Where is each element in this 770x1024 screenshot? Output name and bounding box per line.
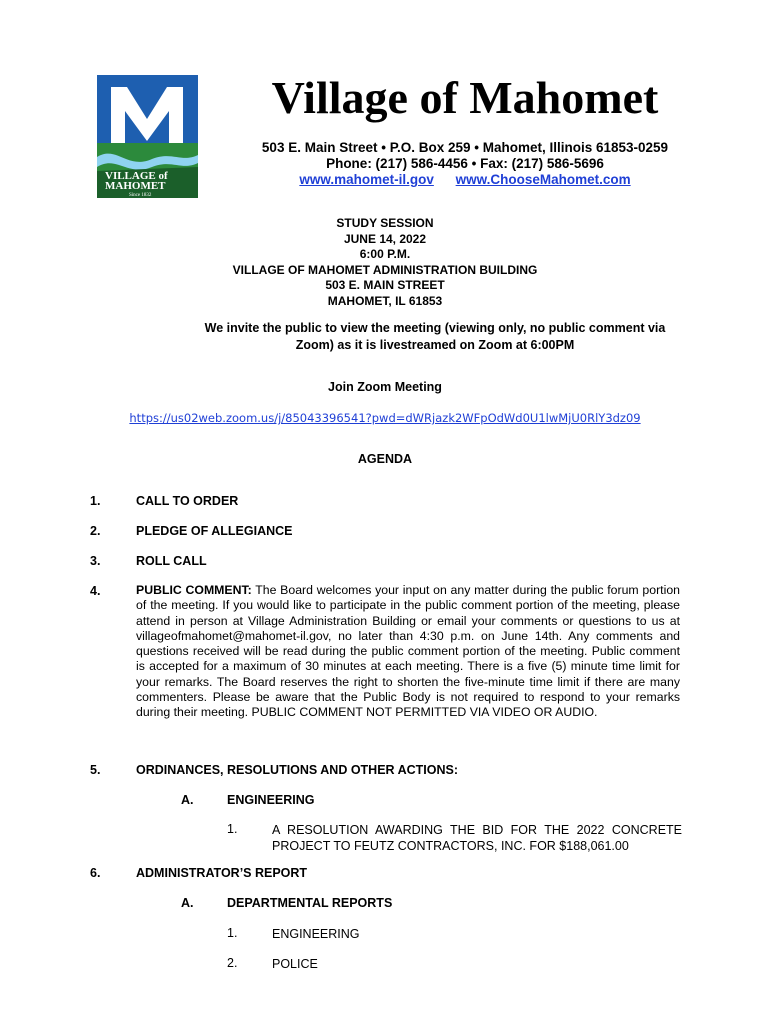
zoom-link[interactable]: https://us02web.zoom.us/j/85043396541?pwd=dWRjazk2WFpOdWd0U1lwMjU0RlY3dz09 — [129, 411, 641, 425]
page-title: Village of Mahomet — [271, 72, 659, 123]
agenda-subsubitem-engineering: ENGINEERING — [272, 927, 360, 941]
logo-text-line1: VILLAGE of — [105, 170, 168, 182]
agenda-item-number: 2. — [90, 524, 101, 538]
agenda-item-number: 6. — [90, 866, 101, 880]
invite-notice — [190, 320, 680, 354]
header-address: 503 E. Main Street • P.O. Box 259 • Mahomet, Illinois 61853-0259 — [261, 140, 669, 155]
meeting-info — [190, 216, 580, 310]
logo-text-line3: Since 1832 — [129, 193, 152, 198]
agenda-subitem-letter: A. — [181, 896, 194, 910]
agenda-title: AGENDA — [357, 452, 413, 466]
agenda-subsubitem-police: POLICE — [272, 957, 318, 971]
meeting-city: MAHOMET, IL 61853 — [327, 293, 443, 308]
public-comment-label: PUBLIC COMMENT: — [136, 583, 252, 597]
invite-line1: We invite the public to view the meeting (viewing only, no public comment via — [204, 321, 666, 335]
agenda-item-number: 1. — [90, 494, 101, 508]
meeting-street: 503 E. MAIN STREET — [325, 278, 445, 293]
agenda-subitem-departmental-reports: DEPARTMENTAL REPORTS — [227, 896, 393, 910]
village-logo — [97, 75, 198, 198]
meeting-time: 6:00 P.M. — [359, 247, 411, 262]
agenda-item-number: 3. — [90, 554, 101, 568]
website-link[interactable]: www.mahomet-il.gov — [299, 172, 434, 187]
public-comment-paragraph — [136, 583, 680, 721]
meeting-type: STUDY SESSION — [336, 216, 434, 230]
logo-text-line2: MAHOMET — [105, 180, 166, 192]
agenda-item-call-to-order: CALL TO ORDER — [136, 494, 239, 508]
agenda-subsubitem-number: 1. — [227, 926, 238, 940]
agenda-subsubitem-number: 1. — [227, 822, 238, 836]
choose-mahomet-link[interactable]: www.ChooseMahomet.com — [455, 172, 631, 187]
zoom-title: Join Zoom Meeting — [328, 380, 442, 394]
meeting-location: VILLAGE OF MAHOMET ADMINISTRATION BUILDING — [232, 262, 538, 277]
agenda-subitem-engineering: ENGINEERING — [227, 793, 315, 807]
header-phone-fax: Phone: (217) 586-4456 • Fax: (217) 586-5696 — [326, 156, 604, 171]
agenda-item-administrators-report: ADMINISTRATOR’S REPORT — [136, 866, 308, 880]
agenda-item-number: 5. — [90, 763, 101, 777]
agenda-subsubitem-number: 2. — [227, 956, 238, 970]
agenda-item-number: 4. — [90, 584, 101, 598]
invite-line2: Zoom) as it is livestreamed on Zoom at 6:00PM — [295, 338, 575, 352]
agenda-subsubitem-resolution: A RESOLUTION AWARDING THE BID FOR THE 2022 CONCRETE PROJECT TO FEUTZ CONTRACTORS, INC. FOR $188,061.00 — [272, 823, 682, 853]
agenda-subitem-letter: A. — [181, 793, 194, 807]
meeting-date: JUNE 14, 2022 — [343, 231, 427, 246]
public-comment-text: The Board welcomes your input on any matter during the public forum portion of the meeting. If you would like to participate in the public comment portion of the meeting, please attend in person at Village Administration Building or email your comments or questions to us at villageofmahomet@mahomet-il.gov, no later than 4:30 p.m. on June 14th. Any comments and questions received will be read during the public comment portion of the meeting. Public comment is accepted for a maximum of 30 minutes at each meeting. There is a five (5) minute time limit for your remarks. The Board reserves the right to shorten the five-minute time limit if there are many commenters. Please be aware that the Public Body is not required to respond to your remarks during their meeting. PUBLIC COMMENT NOT PERMITTED VIA VIDEO OR AUDIO. — [136, 583, 680, 720]
header-links — [250, 171, 680, 188]
agenda-item-pledge: PLEDGE OF ALLEGIANCE — [136, 524, 293, 538]
agenda-item-roll-call: ROLL CALL — [136, 554, 207, 568]
agenda-item-ordinances: ORDINANCES, RESOLUTIONS AND OTHER ACTIONS: — [136, 763, 458, 777]
